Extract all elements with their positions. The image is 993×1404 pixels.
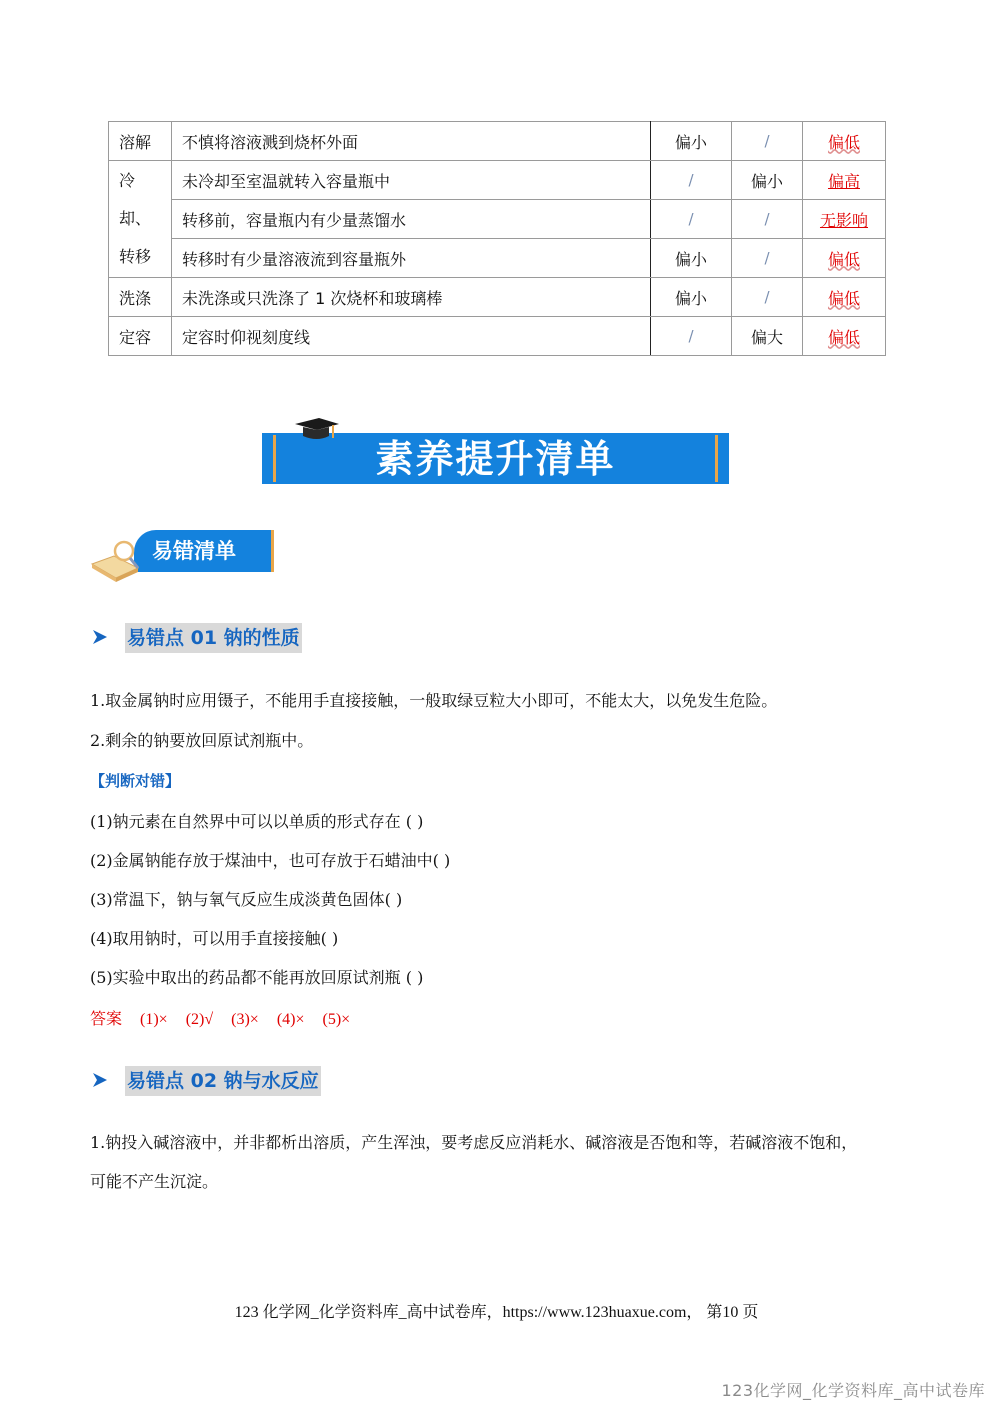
step-cell: 定容 bbox=[109, 317, 172, 356]
c-effect-cell bbox=[803, 317, 886, 356]
judge-label: 【判断对错】 bbox=[90, 772, 181, 790]
table-row bbox=[109, 122, 886, 161]
error-cell: 未冷却至室温就转入容量瓶中 bbox=[172, 161, 651, 200]
answer-item: (3)× bbox=[231, 1011, 259, 1028]
paragraph: 1.钠投入碱溶液中，并非都析出溶质，产生浑浊，要考虑反应消耗水、碱溶液是否饱和等，若碱溶液不饱和， bbox=[90, 1133, 858, 1152]
paragraph: 1.取金属钠时应用镊子，不能用手直接接触，一般取绿豆粒大小即可，不能太大，以免发生危险。 bbox=[90, 691, 778, 710]
table-row bbox=[109, 239, 886, 278]
watermark: 123化学网_化学资料库_高中试卷库 bbox=[721, 1381, 985, 1400]
paragraph: 可能不产生沉淀。 bbox=[90, 1172, 219, 1191]
result-text: 偏低 bbox=[827, 132, 860, 152]
question: (2)金属钠能存放于煤油中，也可存放于石蜡油中( ) bbox=[90, 851, 451, 870]
table-row bbox=[109, 200, 886, 239]
arrow-bullet-icon bbox=[92, 1072, 108, 1088]
c-effect-cell bbox=[803, 161, 886, 200]
answer-item: (1)× bbox=[140, 1011, 168, 1028]
step-line-2: 转移 bbox=[119, 247, 152, 266]
c-effect-cell bbox=[803, 200, 886, 239]
result-text: 无影响 bbox=[819, 210, 868, 230]
graduation-cap-icon bbox=[293, 416, 341, 442]
v-effect-cell: / bbox=[732, 200, 803, 239]
result-text: 偏低 bbox=[827, 327, 860, 347]
paragraph: 2.剩余的钠要放回原试剂瓶中。 bbox=[90, 731, 314, 750]
v-effect-cell: 偏小 bbox=[732, 161, 803, 200]
v-effect-cell: / bbox=[732, 278, 803, 317]
result-text: 偏低 bbox=[827, 288, 860, 308]
n-effect-cell: / bbox=[651, 161, 732, 200]
page-footer: 123 化学网_化学资料库_高中试卷库，https://www.123huaxue.com， 第10 页 bbox=[234, 1304, 759, 1321]
result-text: 偏高 bbox=[827, 171, 860, 191]
error-cell: 转移前，容量瓶内有少量蒸馏水 bbox=[172, 200, 651, 239]
arrow-bullet-icon bbox=[92, 629, 108, 645]
n-effect-cell: 偏小 bbox=[651, 278, 732, 317]
question: (5)实验中取出的药品都不能再放回原试剂瓶 ( ) bbox=[90, 968, 424, 987]
step-cell: 溶解 bbox=[109, 122, 172, 161]
n-effect-cell: / bbox=[651, 200, 732, 239]
question: (4)取用钠时，可以用手直接接触( ) bbox=[90, 929, 339, 948]
error-cell: 转移时有少量溶液流到容量瓶外 bbox=[172, 239, 651, 278]
error-point-title: 易错点 01 钠的性质 bbox=[125, 623, 302, 653]
step-cell-merged bbox=[109, 161, 172, 278]
v-effect-cell: 偏大 bbox=[732, 317, 803, 356]
question: (3)常温下，钠与氧气反应生成淡黄色固体( ) bbox=[90, 890, 403, 909]
v-effect-cell: / bbox=[732, 122, 803, 161]
table-row bbox=[109, 317, 886, 356]
table-row bbox=[109, 278, 886, 317]
book-magnifier-icon bbox=[88, 538, 144, 582]
section-tag-label: 易错清单 bbox=[152, 539, 236, 563]
section-tag bbox=[134, 530, 274, 572]
answer-item: (5)× bbox=[322, 1011, 351, 1028]
error-cell: 定容时仰视刻度线 bbox=[172, 317, 651, 356]
answer-item: (4)× bbox=[276, 1011, 305, 1028]
n-effect-cell: / bbox=[651, 317, 732, 356]
error-point-title: 易错点 02 钠与水反应 bbox=[125, 1066, 321, 1096]
banner-title: 素养提升清单 bbox=[375, 437, 616, 481]
result-text: 偏低 bbox=[827, 249, 860, 269]
c-effect-cell bbox=[803, 239, 886, 278]
step-cell: 洗涤 bbox=[109, 278, 172, 317]
tag-edge bbox=[271, 530, 274, 572]
table-row bbox=[109, 161, 886, 200]
c-effect-cell bbox=[803, 278, 886, 317]
n-effect-cell: 偏小 bbox=[651, 239, 732, 278]
answer-line bbox=[90, 1006, 364, 1029]
step-line-1: 冷却、 bbox=[119, 171, 152, 228]
error-cell: 不慎将溶液溅到烧杯外面 bbox=[172, 122, 651, 161]
answer-item: (2)√ bbox=[185, 1011, 214, 1028]
answer-label: 答案 bbox=[90, 1011, 123, 1028]
n-effect-cell: 偏小 bbox=[651, 122, 732, 161]
question: (1)钠元素在自然界中可以以单质的形式存在 ( ) bbox=[90, 812, 424, 831]
c-effect-cell bbox=[803, 122, 886, 161]
error-analysis-table bbox=[108, 121, 886, 356]
v-effect-cell: / bbox=[732, 239, 803, 278]
error-cell: 未洗涤或只洗涤了 1 次烧杯和玻璃棒 bbox=[172, 278, 651, 317]
